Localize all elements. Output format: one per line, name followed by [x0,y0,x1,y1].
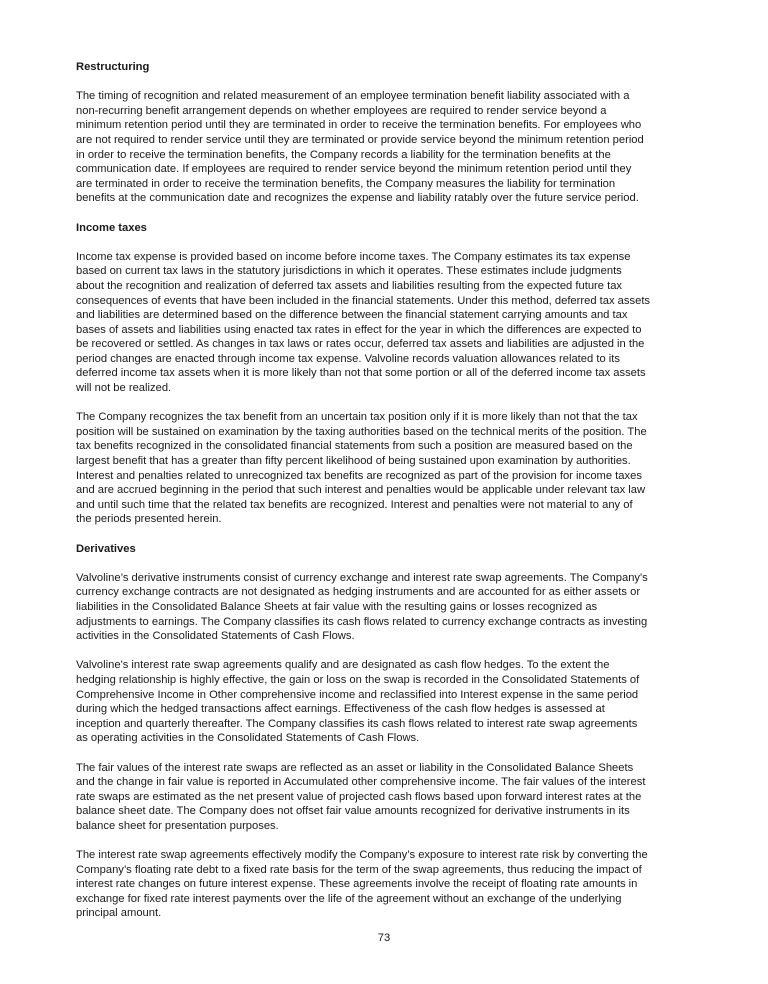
text-line: about the recognition and realization of deferred tax assets and liabilities resulting from the expected future tax [76,279,623,292]
text-line: and until such time that the related tax benefits are recognized. Interest and penalties were not material to any of [76,498,633,511]
text-line: the periods presented herein. [76,513,222,526]
paragraph [76,571,716,644]
text-line: as operating activities in the Consolidated Statements of Cash Flows. [76,732,420,745]
text-line: The fair values of the interest rate swaps are reflected as an asset or liability in the Consolidated Balance Sheets [76,761,634,774]
text-line: based on current tax laws in the statutory jurisdictions in which it operates. These estimates include judgments [76,265,622,278]
text-line: tax benefits recognized in the consolidated financial statements from such a position are measured based on the [76,440,633,453]
text-line: exchange for fixed rate interest payments over the life of the agreement without an exchange of the underlying [76,892,622,905]
text-line: deferred income tax assets when it is more likely than not that some portion or all of the deferred income tax assets [76,367,646,380]
text-line: position will be sustained on examination by the taxing authorities based on the technical merits of the position. The [76,425,647,438]
paragraph [76,761,716,834]
document-page [76,60,716,936]
text-line: The Company recognizes the tax benefit from an uncertain tax position only if it is more likely than not that the tax [76,411,638,424]
text-line: during which the hedged transactions affect earnings. Effectiveness of the cash flow hedges is assessed at [76,703,605,716]
text-line: consequences of events that have been included in the financial statements. Under this method, deferred tax assets [76,294,651,307]
text-line: principal amount. [76,907,162,920]
text-line: The timing of recognition and related measurement of an employee termination benefit liability associated with a [76,90,630,103]
text-line: currency exchange contracts are not designated as hedging instruments and are accounted for as either assets or [76,586,641,599]
text-line: largest benefit that has a greater than fifty percent likelihood of being sustained upon examination by authorities. [76,455,631,468]
section-heading: Derivatives [76,542,136,555]
text-line: non-recurring benefit arrangement depends on whether employees are required to render service beyond a [76,104,607,117]
text-line: in order to receive the termination benefits, the Company records a liability for the termination benefits at the [76,148,611,161]
text-line: Company’s floating rate debt to a fixed rate basis for the term of the swap agreements, thus reducing the impact of [76,863,642,876]
text-line: balance sheet date. The Company does not offset fair value amounts recognized for derivative instruments in its [76,805,630,818]
text-line: and liabilities are determined based on the difference between the financial statement carrying amounts and tax [76,309,628,322]
text-line: Comprehensive Income in Other comprehensive income and reclassified into Interest expense in the same period [76,688,639,701]
section-derivatives [76,542,716,921]
page-number: 73 [377,932,391,944]
paragraph [76,250,716,396]
text-line: Valvoline’s derivative instruments consist of currency exchange and interest rate swap agreements. The Company's [76,571,648,584]
text-line: period changes are enacted through income tax expense. Valvoline records valuation allowances related to its [76,352,620,365]
section-income-taxes [76,221,716,527]
paragraph [76,89,716,206]
text-line: adjustments to earnings. The Company classifies its cash flows related to currency exchange contracts as investing [76,615,648,628]
section-heading: Restructuring [76,61,150,73]
text-line: activities in the Consolidated Statements of Cash Flows. [76,630,355,643]
text-line: liabilities in the Consolidated Balance Sheets at fair value with the resulting gains or losses recognized as [76,600,598,613]
paragraph [76,848,716,921]
section-restructuring [76,60,716,206]
text-line: interest rate changes on future interest expense. These agreements involve the receipt of floating rate amounts in [76,878,638,891]
text-line: Income tax expense is provided based on income before income taxes. The Company estimates its tax expense [76,250,631,263]
text-line: will not be realized. [76,382,172,395]
text-line: and the change in fair value is reported in Accumulated other comprehensive income. The fair values of the interest [76,776,646,789]
text-line: are not required to render service until they are terminated or provide service beyond the minimum retention period [76,133,644,146]
paragraph [76,658,716,746]
text-line: bases of assets and liabilities using enacted tax rates in effect for the year in which the differences are expected to [76,323,642,336]
text-line: inception and quarterly thereafter. The Company classifies its cash flows related to interest rate swap agreements [76,717,638,730]
text-line: minimum retention period until they are terminated in order to receive the termination benefits. For employees who [76,119,642,132]
text-line: Interest and penalties related to unrecognized tax benefits are recognized as part of the provision for income taxes [76,469,642,482]
text-line: The interest rate swap agreements effectively modify the Company’s exposure to interest rate risk by converting the [76,849,648,862]
text-line: be recovered or settled. As changes in tax laws or rates occur, deferred tax assets and liabilities are adjusted in the [76,338,645,351]
text-line: communication date. If employees are required to render service beyond the minimum retention period until they [76,163,632,176]
text-line: hedging relationship is highly effective, the gain or loss on the swap is recorded in the Consolidated Statements of [76,673,640,686]
section-heading: Income taxes [76,221,147,234]
text-line: rate swaps are estimated as the net present value of projected cash flows based upon forward interest rates at the [76,790,642,803]
text-line: Valvoline's interest rate swap agreements qualify and are designated as cash flow hedges. To the extent the [76,659,610,672]
text-line: are terminated in order to receive the termination benefits, the Company measures the liability for termination [76,177,616,190]
text-line: benefits at the communication date and recognizes the expense and liability ratably over the future service period. [76,192,639,205]
paragraph [76,410,716,527]
text-line: and are accrued beginning in the period that such interest and penalties would be applicable under relevant tax law [76,484,646,497]
text-line: balance sheet for presentation purposes. [76,819,279,832]
